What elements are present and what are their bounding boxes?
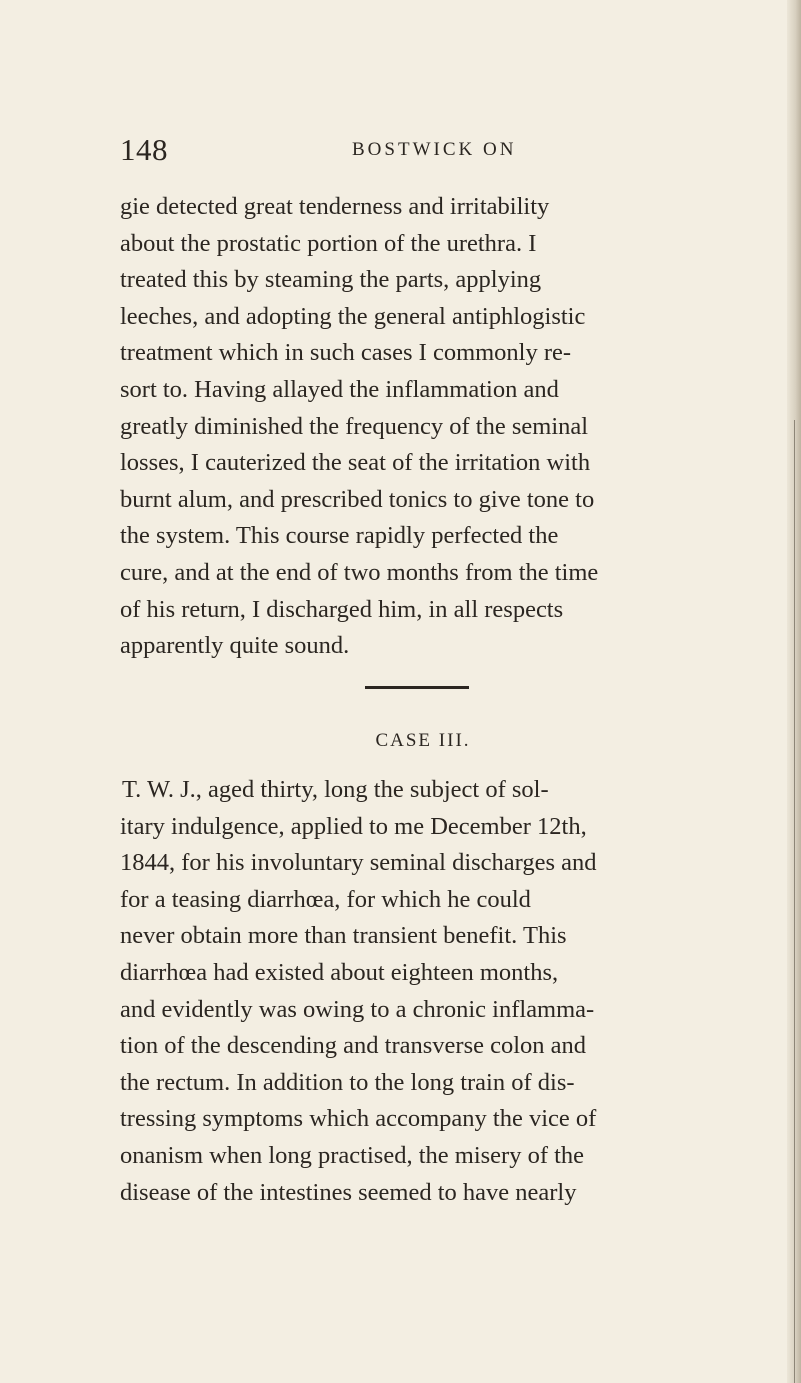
text-line: treatment which in such cases I commonly re- [120, 339, 572, 367]
text-line: T. W. J., aged thirty, long the subject of sol- [122, 776, 549, 803]
text-line: for a teasing diarrhœa, for which he could [120, 885, 531, 913]
page-edge-line [794, 420, 795, 1383]
text-line: apparently quite sound. [120, 632, 350, 660]
paragraph-2 [120, 772, 726, 1211]
text-line: tressing symptoms which accompany the vice of [120, 1105, 597, 1133]
text-line: tion of the descending and transverse colon and [120, 1032, 587, 1060]
text-line: treated this by steaming the parts, applying [120, 266, 542, 294]
section-divider [365, 686, 469, 689]
page-number: 148 [120, 132, 168, 167]
text-line: gie detected great tenderness and irritability [120, 193, 550, 220]
paragraph-1 [120, 189, 726, 665]
text-line: of his return, I discharged him, in all respects [120, 595, 564, 623]
text-line: the system. This course rapidly perfected the [120, 522, 559, 550]
text-line: disease of the intestines seemed to have nearly [120, 1178, 577, 1206]
text-line: onanism when long practised, the misery of the [120, 1141, 585, 1169]
text-line: sort to. Having allayed the inflammation and [120, 375, 559, 403]
page-header [120, 126, 726, 166]
text-line: never obtain more than transient benefit. This [120, 922, 567, 950]
text-line: cure, and at the end of two months from the time [120, 558, 599, 586]
text-line: burnt alum, and prescribed tonics to give tone to [120, 485, 595, 513]
text-line: losses, I cauterized the seat of the irritation with [120, 449, 591, 477]
text-line: greatly diminished the frequency of the seminal [120, 412, 589, 440]
text-line: 1844, for his involuntary seminal discharges and [120, 849, 597, 877]
running-head: BOSTWICK ON [352, 139, 517, 160]
text-line: about the prostatic portion of the urethra. I [120, 229, 537, 257]
text-line: diarrhœa had existed about eighteen months, [120, 958, 559, 986]
text-line: leeches, and adopting the general antiphlogistic [120, 302, 586, 330]
text-line: the rectum. In addition to the long train of dis- [120, 1068, 575, 1096]
case-heading: CASE III. [375, 730, 471, 751]
text-line: itary indulgence, applied to me December 12th, [120, 812, 587, 840]
text-line: and evidently was owing to a chronic inflamma- [120, 995, 595, 1023]
